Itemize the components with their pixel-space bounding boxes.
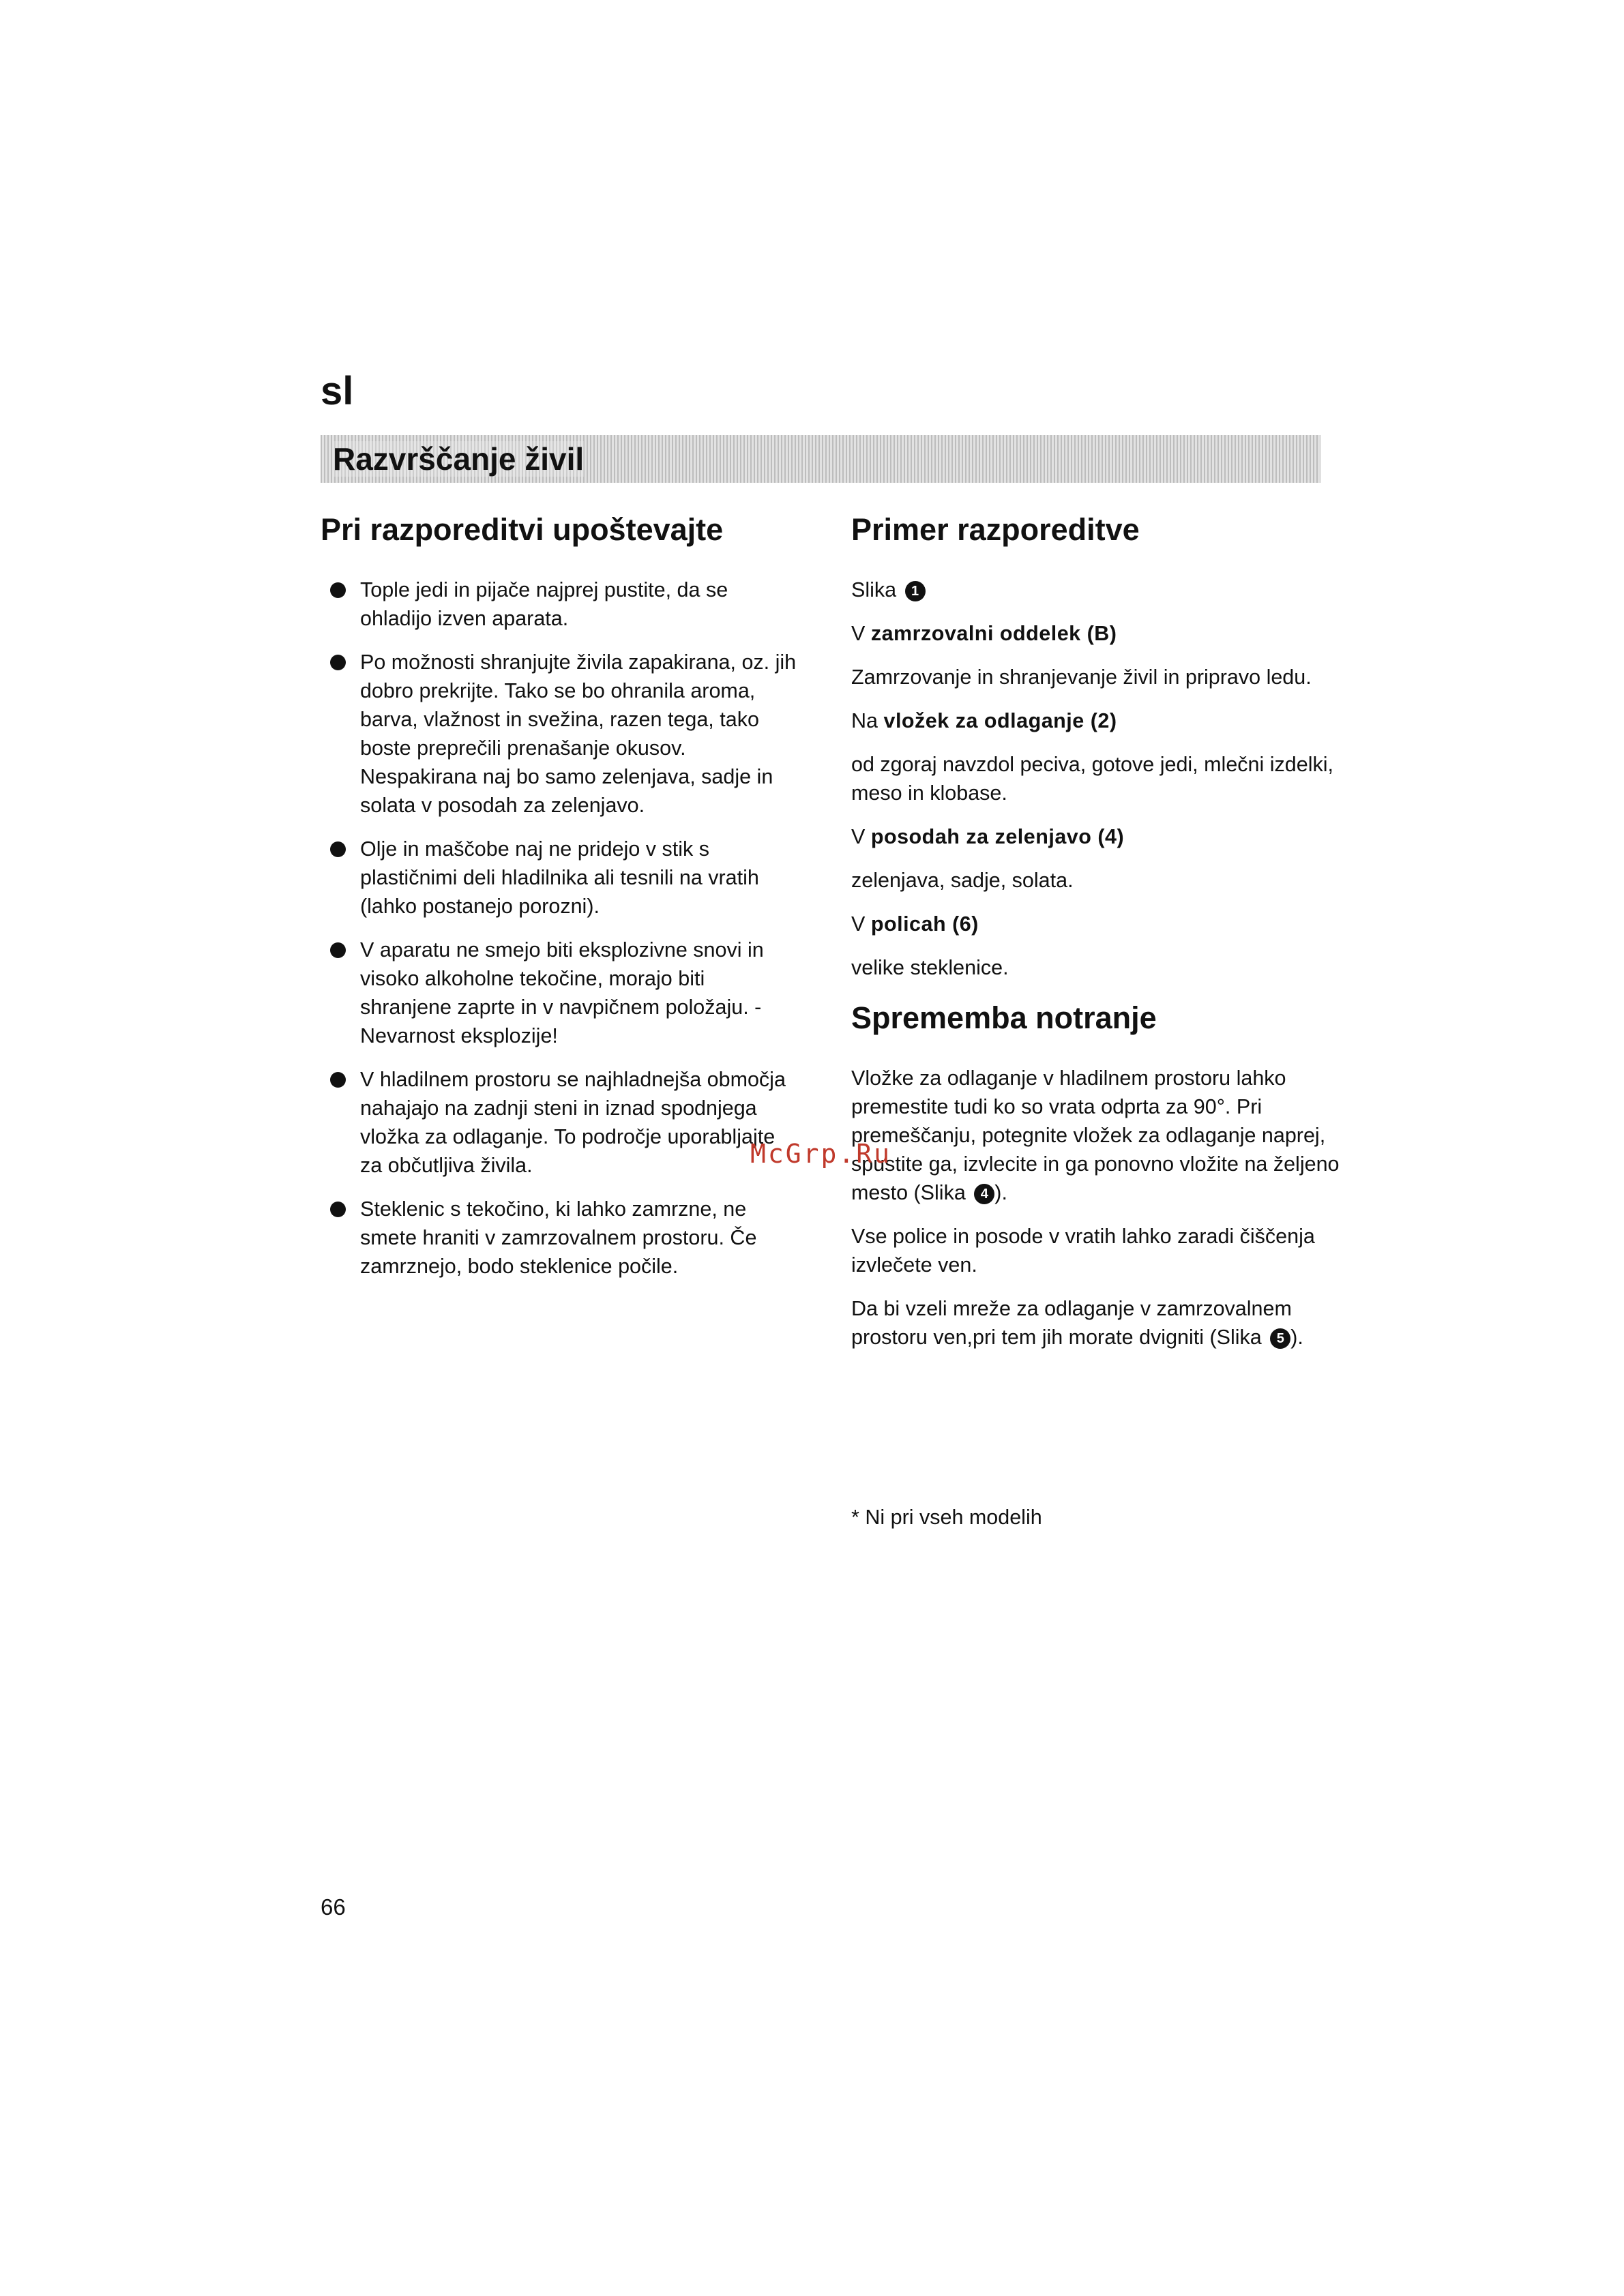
figure-number-badge: 4 <box>974 1184 994 1204</box>
paragraph-text: Da bi vzeli mreže za odlaganje v zamrzovalnem prostoru ven,pri tem jih morate dvigniti (Slika <box>851 1297 1292 1349</box>
item-bold: zamrzovalni oddelek (B) <box>870 622 1117 645</box>
item-prefix: Na <box>851 709 878 732</box>
item-bold: policah (6) <box>870 912 979 936</box>
figure-number-badge: 5 <box>1270 1328 1290 1349</box>
item-heading <box>851 822 1342 851</box>
footnote: * Ni pri vseh modelih <box>851 1506 1042 1529</box>
figure-number-badge: 1 <box>905 581 926 601</box>
item-prefix: V <box>851 912 866 936</box>
item-description: velike steklenice. <box>851 956 1009 979</box>
item-description: zelenjava, sadje, solata. <box>851 869 1074 892</box>
list-item <box>321 936 798 1050</box>
bullet-icon <box>330 582 346 598</box>
list-item <box>321 1195 798 1281</box>
paragraph-shelves <box>851 1064 1342 1207</box>
list-item-text: V aparatu ne smejo biti eksplozivne snovi in visoko alkoholne tekočine, morajo biti shranjene zaprte in v navpičnem položaju. - Nevarnost eksplozije! <box>360 938 764 1047</box>
item-heading <box>851 706 1342 735</box>
tips-list <box>321 576 798 1281</box>
section-title-banner <box>321 435 1320 483</box>
list-item-text: Tople jedi in pijače najprej pustite, da se ohladijo izven aparata. <box>360 578 728 630</box>
bullet-icon <box>330 655 346 670</box>
list-item <box>321 576 798 633</box>
bullet-icon <box>330 1072 346 1088</box>
left-column <box>321 511 798 1296</box>
item-bold: vložek za odlaganje (2) <box>883 709 1117 732</box>
list-item <box>321 835 798 921</box>
bullet-icon <box>330 841 346 857</box>
section-title: Razvrščanje živil <box>333 441 585 477</box>
language-code: sl <box>321 369 354 413</box>
list-item-text: Po možnosti shranjujte živila zapakirana, oz. jih dobro prekrijte. Tako se bo ohranila aroma, barva, vlažnost in svežina, razen tega, tako boste preprečili prenašanje okusov. Nespakirana naj bo samo zelenjava, sadje in solata v posodah za zelenjavo. <box>360 651 797 817</box>
page-number: 66 <box>321 1894 346 1920</box>
list-item-text: Steklenic s tekočino, ki lahko zamrzne, ne smete hraniti v zamrzovalnem prostoru. Če zamrznejo, bodo steklenice počile. <box>360 1197 757 1278</box>
figure-label: Slika <box>851 578 897 601</box>
paragraph-end: ). <box>1290 1326 1303 1349</box>
item-heading <box>851 619 1342 648</box>
item-description: Zamrzovanje in shranjevanje živil in pripravo ledu. <box>851 666 1312 689</box>
bullet-icon <box>330 942 346 958</box>
figure-reference <box>851 576 1342 604</box>
item-bold: posodah za zelenjavo (4) <box>870 825 1125 848</box>
paragraph-text: Vložke za odlaganje v hladilnem prostoru lahko premestite tudi ko so vrata odprta za 90°. Pri premeščanju, potegnite vložek za odlaganje naprej, spustite ga, izvlecite in ga ponovno vložite na željeno mesto (Slika <box>851 1067 1340 1204</box>
left-heading: Pri razporeditvi upoštevajte <box>321 512 724 547</box>
bullet-icon <box>330 1202 346 1217</box>
item-prefix: V <box>851 825 866 848</box>
right-heading-change: Sprememba notranje <box>851 1000 1157 1035</box>
list-item-text: V hladilnem prostoru se najhladnejša območja nahajajo na zadnji steni in iznad spodnjega vložka za odlaganje. To področje uporabljajte za občutljiva živila. <box>360 1068 786 1177</box>
list-item-text: Olje in maščobe naj ne pridejo v stik s plastičnimi deli hladilnika ali tesnili na vratih (lahko postanejo porozni). <box>360 837 759 918</box>
watermark: McGrp.Ru <box>750 1139 892 1169</box>
list-item <box>321 648 798 820</box>
paragraph-door-shelves: Vse police in posode v vratih lahko zaradi čiščenja izvlečete ven. <box>851 1225 1315 1277</box>
item-description: od zgoraj navzdol peciva, gotove jedi, mlečni izdelki, meso in klobase. <box>851 753 1333 805</box>
item-heading <box>851 910 1342 938</box>
right-column <box>851 511 1342 1367</box>
list-item <box>321 1065 798 1180</box>
item-prefix: V <box>851 622 866 645</box>
right-heading-example: Primer razporeditve <box>851 512 1140 547</box>
paragraph-freezer-grids <box>851 1294 1342 1352</box>
paragraph-end: ). <box>994 1181 1007 1204</box>
